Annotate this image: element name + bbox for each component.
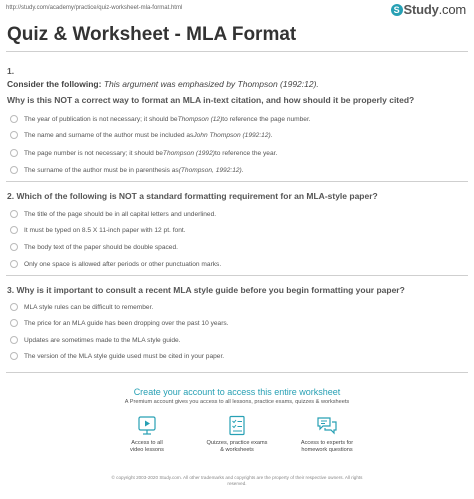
question-2-option-3[interactable]: The body text of the paper should be double spaced. (10, 243, 178, 251)
quiz-worksheet-icon (225, 415, 249, 437)
question-2-text: 2. Which of the following is NOT a standard formatting requirement for an MLA-style paper? (7, 191, 378, 201)
question-1-intro-label: Consider the following: (7, 79, 102, 89)
feature-video-lessons-label: Access to all video lessons (130, 440, 164, 453)
page-url: http://study.com/academy/practice/quiz-worksheet-mla-format.html (6, 5, 183, 11)
title-divider (6, 51, 468, 52)
question-3-text: 3. Why is it important to consult a recent MLA style guide before you begin formatting your paper? (7, 285, 405, 295)
study-logo[interactable]: S Study.com (391, 2, 467, 17)
header-bar (0, 0, 474, 20)
feature-experts-label: Access to experts for homework questions (300, 440, 354, 453)
video-lessons-icon (135, 415, 159, 437)
cta-heading[interactable]: Create your account to access this entire worksheet (133, 387, 341, 397)
question-2-option-4[interactable]: Only one space is allowed after periods or other punctuation marks. (10, 260, 221, 268)
radio-button-icon[interactable] (10, 115, 18, 123)
question-1-option-4[interactable]: The surname of the author must be in parenthesis as (Thompson, 1992:12) . (10, 166, 244, 174)
study-logo-icon: S (391, 4, 403, 16)
feature-video-lessons (102, 415, 192, 454)
radio-button-icon[interactable] (10, 166, 18, 174)
radio-button-icon[interactable] (10, 260, 18, 268)
question-3-option-3[interactable]: Updates are sometimes made to the MLA style guide. (10, 336, 181, 344)
radio-button-icon[interactable] (10, 319, 18, 327)
question-1-intro (7, 79, 319, 89)
question-divider (6, 181, 468, 182)
question-1-option-1[interactable]: The year of publication is not necessary; it should be Thompson (12) to reference the page number. (10, 115, 311, 123)
question-1-option-2[interactable]: The name and surname of the author must be included as John Thompson (1992:12) . (10, 131, 273, 139)
copyright-line: © copyright 2003-2020 Study.com. All other trademarks and copyrights are the property of their respective owners. All rights (111, 475, 363, 480)
question-3-option-1[interactable]: MLA style rules can be difficult to remember. (10, 303, 153, 311)
radio-button-icon[interactable] (10, 210, 18, 218)
feature-experts (282, 415, 372, 454)
cta-subheading: A Premium account gives you access to all lessons, practice exams, quizzes & worksheets (124, 399, 350, 405)
radio-button-icon[interactable] (10, 352, 18, 360)
question-divider (6, 275, 468, 276)
question-1-intro-text: This argument was emphasized by Thompson (1992:12). (103, 79, 319, 89)
radio-button-icon[interactable] (10, 149, 18, 157)
question-3-option-2[interactable]: The price for an MLA guide has been dropping over the past 10 years. (10, 319, 229, 327)
question-3-option-4[interactable]: The version of the MLA style guide used must be cited in your paper. (10, 352, 224, 360)
radio-button-icon[interactable] (10, 243, 18, 251)
question-1-text: Why is this NOT a correct way to format an MLA in-text citation, and how should it be properly cited? (7, 95, 415, 105)
question-2-option-2[interactable]: It must be typed on 8.5 X 11-inch paper with 12 pt. font. (10, 226, 186, 234)
premium-cta (0, 380, 474, 499)
question-2-option-1[interactable]: The title of the page should be in all capital letters and underlined. (10, 210, 216, 218)
page-title: Quiz & Worksheet - MLA Format (7, 24, 297, 45)
expert-chat-icon (315, 415, 339, 437)
cta-divider (6, 372, 468, 373)
radio-button-icon[interactable] (10, 303, 18, 311)
question-1-number: 1. (7, 66, 15, 76)
copyright-line-2: reserved. (227, 481, 247, 486)
feature-quizzes (192, 415, 282, 454)
radio-button-icon[interactable] (10, 336, 18, 344)
feature-quizzes-label: Quizzes, practice exams & worksheets (206, 440, 268, 453)
question-1-option-3[interactable]: The page number is not necessary; it should be Thompson (1992) to reference the year. (10, 149, 277, 157)
radio-button-icon[interactable] (10, 131, 18, 139)
radio-button-icon[interactable] (10, 226, 18, 234)
